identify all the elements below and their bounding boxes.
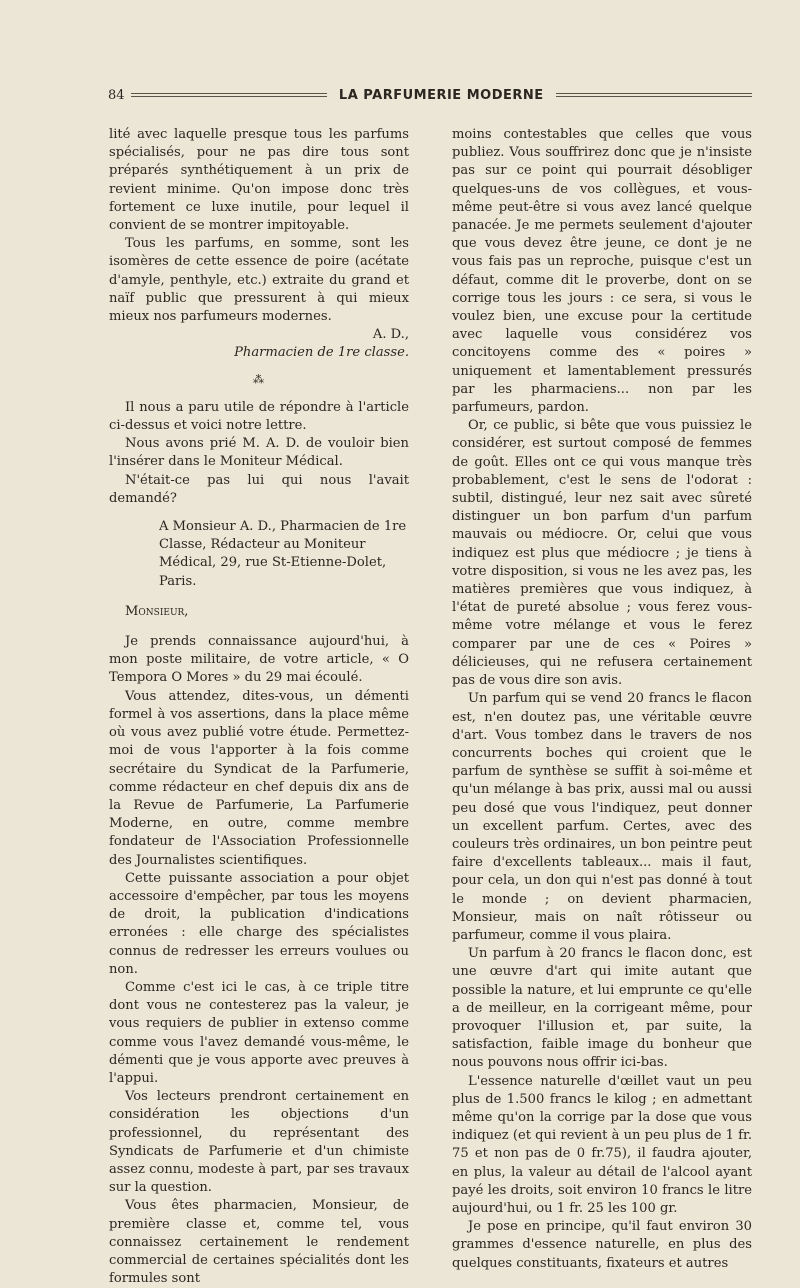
header-rule-left (131, 93, 327, 97)
paragraph: Un parfum à 20 francs le flacon donc, est une œuvre d'art qui imite autant que possible la nature, et lui emprunte ce qu'elle a de meilleur, en la corrigeant même, pour provoquer l'illusion et, par suite, la satisfaction, faible image du bonheur que nous pouvons nous offrir ici-bas. (452, 946, 752, 1071)
paragraph: Je prends connaissance aujourd'hui, à mon poste militaire, de votre article, « O Tempora O Mores » du 29 mai écoulé. (109, 634, 409, 686)
paragraph: Vous attendez, dites-vous, un démenti formel à vos assertions, dans la place même où vous avez publié votre étude. Permettez-moi de vous l'apporter à la fois comme secrétaire du Syndicat de la Parfumerie, comme rédacteur en chef depuis dix ans de la Revue de Parfumerie, La Parfumerie Moderne, en outre, comme membre fondateur de l'Association Professionnelle des Journalistes scientifiques. (109, 688, 409, 868)
paragraph: Il nous a paru utile de répondre à l'article ci-dessus et voici notre lettre. (109, 399, 409, 434)
paragraph: N'était-ce pas lui qui nous l'avait demandé? (109, 472, 409, 506)
paragraph: Vous êtes pharmacien, Monsieur, de première classe et, comme tel, vous connaissez certainement le rendement commercial de certaines spécialités dont les formules sont (109, 1198, 409, 1287)
signature-name: A. D., (372, 327, 409, 343)
running-header (108, 84, 752, 106)
paragraph: Un parfum qui se vend 20 francs le flacon est, n'en doutez pas, une véritable œuvre d'art. Vous tombez dans le travers de nos concurrents boches qui croient que le parfum de synthèse se suffit à soi-même et qu'un mélange à bas prix, aussi mal ou aussi peu dosé que vous l'indiquez, peut donner un excellent parfum. Certes, avec des couleurs très ordinaires, un bon peintre peut faire d'excellents tableaux... mais il faut, pour cela, un don qui n'est pas donné à tout le monde ; on devient pharmacien, Monsieur, mais on naît rôtisseur ou parfumeur, comme il vous plaira. (452, 691, 752, 943)
paragraph: moins contestables que celles que vous publiez. Vous souffrirez donc que je n'insiste pas sur ce point qui pourrait désobliger quelques-uns de vos collègues, et vous-même peut-être si vous avez lancé quelque panacée. Je me permets seulement d'ajouter que vous devez être jeune, ce dont je ne vous fais pas un reproche, puisque c'est un défaut, comme dit le proverbe, dont on se corrige tous les jours : ce sera, si vous le voulez bien, une excuse pour la certitude avec laquelle vous considérez vos concitoyens comme des « poires » uniquement et lamentablement pressurés par les pharmaciens... non par les parfumeurs, pardon. (452, 127, 752, 416)
left-column (109, 126, 409, 1288)
page-number: 84 (108, 87, 125, 103)
letter-salutation: Monsieur, (125, 603, 189, 619)
header-rule-right (556, 93, 752, 97)
paragraph: Cette puissante association a pour objet accessoire d'empêcher, par tous les moyens de droit, la publication d'indications erronées : elle charge des spécialistes connus de redresser les erreurs voulues ou non. (109, 870, 409, 977)
address-text: A Monsieur A. D., Pharmacien de 1re Classe, Rédacteur au Moniteur Médical, 29, rue St-Etienne-Dolet, Paris. (159, 519, 407, 589)
paragraph: L'essence naturelle d'œillet vaut un peu plus de 1.500 francs le kilog ; en admettant même qu'on la corrige par la dose que vous indiquez (et qui revient à un peu plus de 1 fr. 75 et non pas de 0 fr.75), il faudra ajouter, en plus, la valeur au détail de l'alcool ayant payé les droits, soit environ 10 francs le litre aujourd'hui, ou 1 fr. 25 les 100 gr. (452, 1073, 752, 1216)
paragraph: Tous les parfums, en somme, sont les isomères de cette essence de poire (acétate d'amyle, penthyle, etc.) extraite du grand et naïf public que pressurent à qui mieux mieux nos parfumeurs modernes. (109, 236, 409, 325)
paragraph: Comme c'est ici le cas, à ce triple titre dont vous ne contesterez pas la valeur, je vous requiers de publier in extenso comme comme vous l'avez demandé vous-même, le démenti que je vous apporte avec preuves à l'appui. (109, 979, 409, 1086)
paragraph: Nous avons prié M. A. D. de vouloir bien l'insérer dans le Moniteur Médical. (109, 436, 409, 470)
signature-title: Pharmacien de 1re classe. (234, 345, 409, 361)
paragraph: Je pose en principe, qu'il faut environ 30 grammes d'essence naturelle, en plus des quelques constituants, fixateurs et autres (452, 1219, 752, 1271)
journal-title: LA PARFUMERIE MODERNE (338, 87, 544, 103)
section-asterism: ⁂ (253, 372, 265, 386)
paragraph: Vos lecteurs prendront certainement en considération les objections d'un professionnel, du représentant des Syndicats de Parfumerie et d'un chimiste assez connu, modeste à part, par ses travaux sur la question. (109, 1089, 409, 1196)
letter-address (159, 518, 409, 591)
paragraph: lité avec laquelle presque tous les parfums spécialisés, pour ne pas dire tous sont préparés synthétiquement à un prix de revient minime. Qu'on impose donc très fortement ce luxe inutile, pour lequel il convient de se montrer impitoyable. (109, 127, 409, 234)
paragraph: Or, ce public, si bête que vous puissiez le considérer, est surtout composé de femmes de goût. Elles ont ce qui vous manque très probablement, c'est le sens de l'odorat : subtil, distingué, leur nez sait avec sûreté distinguer un bon parfum d'un parfum mauvais ou médiocre. Or, celui que vous indiquez est plus que médiocre ; je tiens à votre disposition, si vous ne les avez pas, les matières premières que vous indiquez, à l'état de pureté absolue ; vous ferez vous-même votre mélange et vous le ferez comparer par une de ces « Poires » délicieuses, qui ne refusera certainement pas de vous dire son avis. (452, 418, 752, 689)
right-column (452, 126, 752, 1273)
